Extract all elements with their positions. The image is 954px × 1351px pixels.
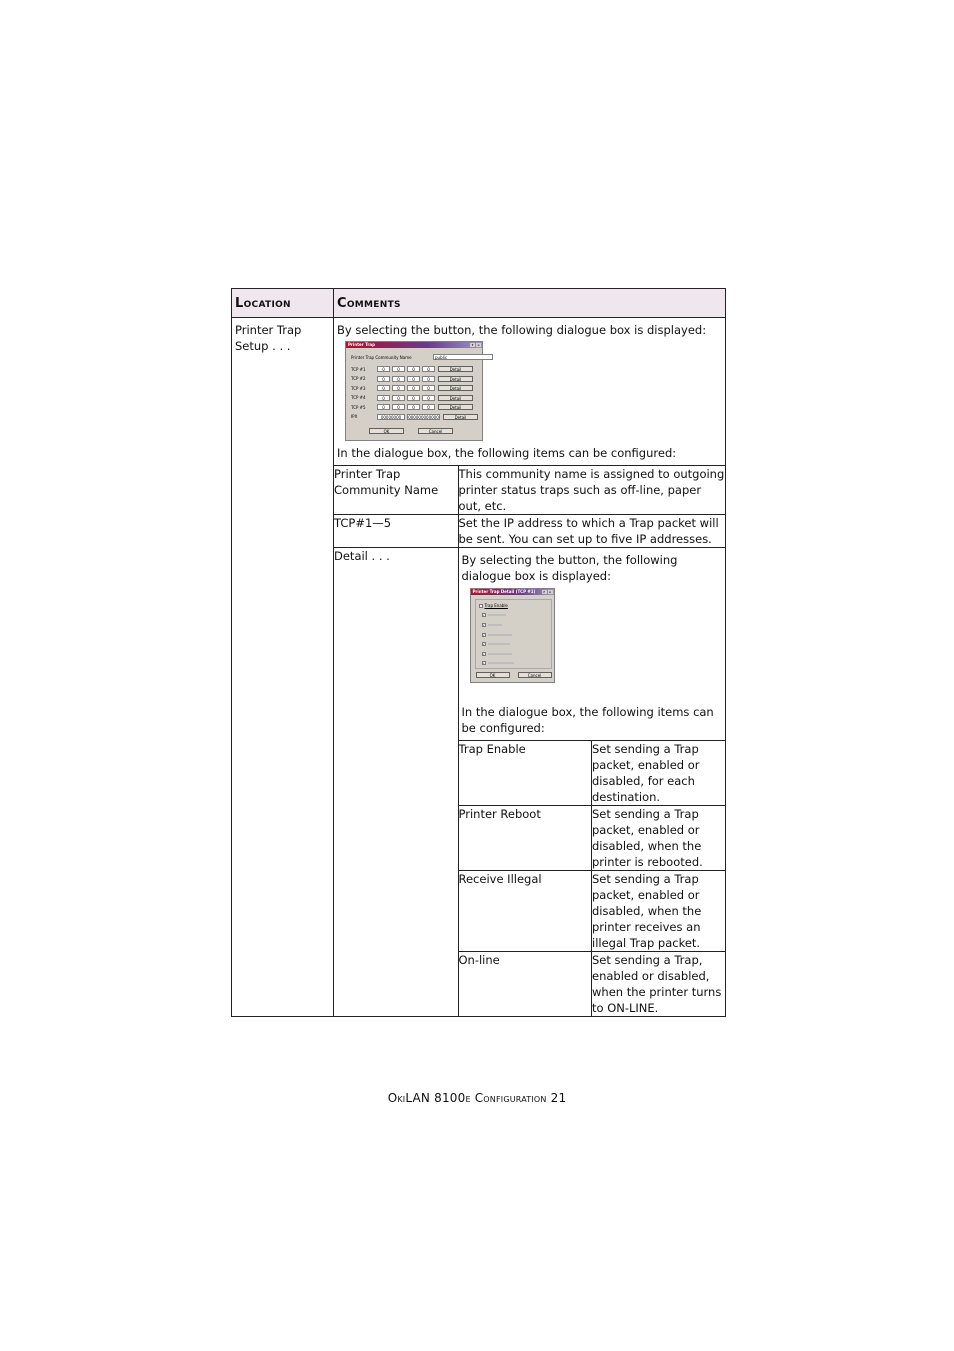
close-icon[interactable]: × (548, 590, 552, 594)
item-desc: Set sending a Trap packet, enabled or disabled, when the printer is rebooted. (592, 806, 726, 871)
close-icon[interactable]: × (477, 343, 480, 347)
dialog-titlebar: Printer Trap Detail (TCP #1) ? × (471, 589, 554, 595)
ip-octet[interactable]: 0 (392, 376, 405, 382)
ip-octet[interactable]: 0 (422, 366, 435, 372)
table-row (334, 548, 725, 1017)
printer-trap-dialog: Printer Trap ? × Printer Trap Community Name public TCP #1 0 0 0 0 Detail TCP #2 0 0 0 0 Detail TCP #3 0 0 0 0 Detail TCP #4 0 0 0 0 Detail TCP #5 0 0 0 0 Detail IPX 00000000 000000000000 Detail OK Cancel (345, 341, 483, 441)
header-comments: Comments (334, 289, 726, 318)
after-dialog-text: In the dialogue box, the following items can be configured: (337, 446, 677, 460)
item-name: On-line (459, 952, 592, 1017)
checkbox[interactable]: ✓ (482, 651, 486, 656)
community-label: Printer Trap Community Name (351, 354, 412, 360)
item-desc: Set the IP address to which a Trap packet will be sent. You can set up to five IP addresses. (458, 515, 725, 548)
ip-octet[interactable]: 0 (377, 385, 390, 391)
ip-octet[interactable]: 0 (422, 376, 435, 382)
ipx-network-input[interactable]: 00000000 (377, 414, 405, 420)
disabled-option-label (488, 624, 502, 626)
ip-octet[interactable]: 0 (422, 385, 435, 391)
ip-octet[interactable]: 0 (422, 395, 435, 401)
ip-octet[interactable]: 0 (407, 385, 420, 391)
detail-button-2[interactable]: Detail (438, 376, 473, 382)
table-row (334, 515, 725, 548)
item-name: TCP#1—5 (334, 515, 458, 548)
ip-octet[interactable]: 0 (407, 395, 420, 401)
location-text: Printer Trap Setup . . . (235, 323, 302, 353)
detail-items-table (459, 740, 726, 1016)
ip-octet[interactable]: 0 (377, 395, 390, 401)
checkbox[interactable]: ✓ (482, 632, 486, 637)
ok-button[interactable]: OK (369, 428, 404, 434)
page-footer: OkiLAN 8100e Configuration 21 (387, 1091, 567, 1105)
disabled-option-label (488, 614, 506, 616)
detail-intro-text: By selecting the button, the following dialogue box is displayed: (461, 553, 678, 583)
ip-octet[interactable]: 0 (392, 404, 405, 410)
ip-octet[interactable]: 0 (422, 404, 435, 410)
ok-button[interactable]: OK (476, 672, 510, 678)
item-desc: Set sending a Trap packet, enabled or disabled, when the printer receives an illegal Trap packet. (592, 871, 726, 952)
item-name: Detail . . . (334, 548, 458, 1017)
checkbox[interactable]: ✓ (482, 613, 486, 618)
detail-button-1[interactable]: Detail (438, 366, 473, 372)
ip-octet[interactable]: 0 (392, 366, 405, 372)
table-row (459, 871, 726, 952)
header-location: Location (232, 289, 334, 318)
disabled-option-label (488, 643, 510, 645)
ip-octet[interactable]: 0 (377, 366, 390, 372)
ip-octet[interactable]: 0 (407, 404, 420, 410)
detail-button-3[interactable]: Detail (438, 385, 473, 391)
intro-text: By selecting the button, the following dialogue box is displayed: (337, 323, 707, 337)
cancel-button[interactable]: Cancel (518, 672, 552, 678)
checkbox[interactable]: ✓ (482, 661, 486, 666)
ipx-node-input[interactable]: 000000000000 (408, 414, 439, 420)
help-icon[interactable]: ? (471, 343, 474, 347)
ip-octet[interactable]: 0 (377, 376, 390, 382)
item-name: Trap Enable (459, 741, 592, 806)
item-desc: Set sending a Trap, enabled or disabled, when the printer turns to ON-LINE. (592, 952, 726, 1017)
item-desc: This community name is assigned to outgoing printer status traps such as off-line, paper out, etc. (458, 467, 725, 513)
help-icon[interactable]: ? (543, 590, 545, 594)
table-row (459, 952, 726, 1017)
table-row (232, 318, 726, 1017)
ip-octet[interactable]: 0 (407, 376, 420, 382)
disabled-option-label (488, 662, 514, 664)
disabled-option-label (488, 653, 512, 655)
item-name: Printer Reboot (459, 806, 592, 871)
checkbox[interactable]: ✓ (482, 642, 486, 647)
checkbox[interactable] (479, 604, 483, 608)
detail-cell (458, 548, 725, 1017)
item-name: Printer Trap Community Name (334, 466, 458, 515)
comments-cell (334, 318, 726, 1017)
items-table (334, 465, 725, 1016)
item-desc: Set sending a Trap packet, enabled or disabled, for each destination. (592, 741, 726, 806)
table-header-row (232, 289, 726, 318)
community-input[interactable]: public (433, 354, 493, 360)
cancel-button[interactable]: Cancel (418, 428, 453, 434)
detail-button-5[interactable]: Detail (438, 404, 473, 410)
ipx-detail-button[interactable]: Detail (443, 414, 478, 420)
config-table (231, 288, 726, 1017)
ip-octet[interactable]: 0 (377, 404, 390, 410)
trap-options-group: Trap Enable ✓ ✓ ✓ ✓ ✓ ✓ (475, 599, 552, 669)
checkbox[interactable]: ✓ (482, 622, 486, 627)
trap-detail-dialog (470, 588, 555, 683)
dialog-titlebar: Printer Trap ? × (346, 342, 482, 348)
table-row (459, 806, 726, 871)
ip-octet[interactable]: 0 (407, 366, 420, 372)
ip-octet[interactable]: 0 (392, 395, 405, 401)
table-row (459, 741, 726, 806)
detail-button-4[interactable]: Detail (438, 395, 473, 401)
item-name: Receive Illegal (459, 871, 592, 952)
ip-octet[interactable]: 0 (392, 385, 405, 391)
disabled-option-label (488, 634, 512, 636)
location-cell (232, 318, 334, 1017)
table-row (334, 466, 725, 515)
detail-after-dialog-text: In the dialogue box, the following items can be configured: (461, 705, 714, 735)
